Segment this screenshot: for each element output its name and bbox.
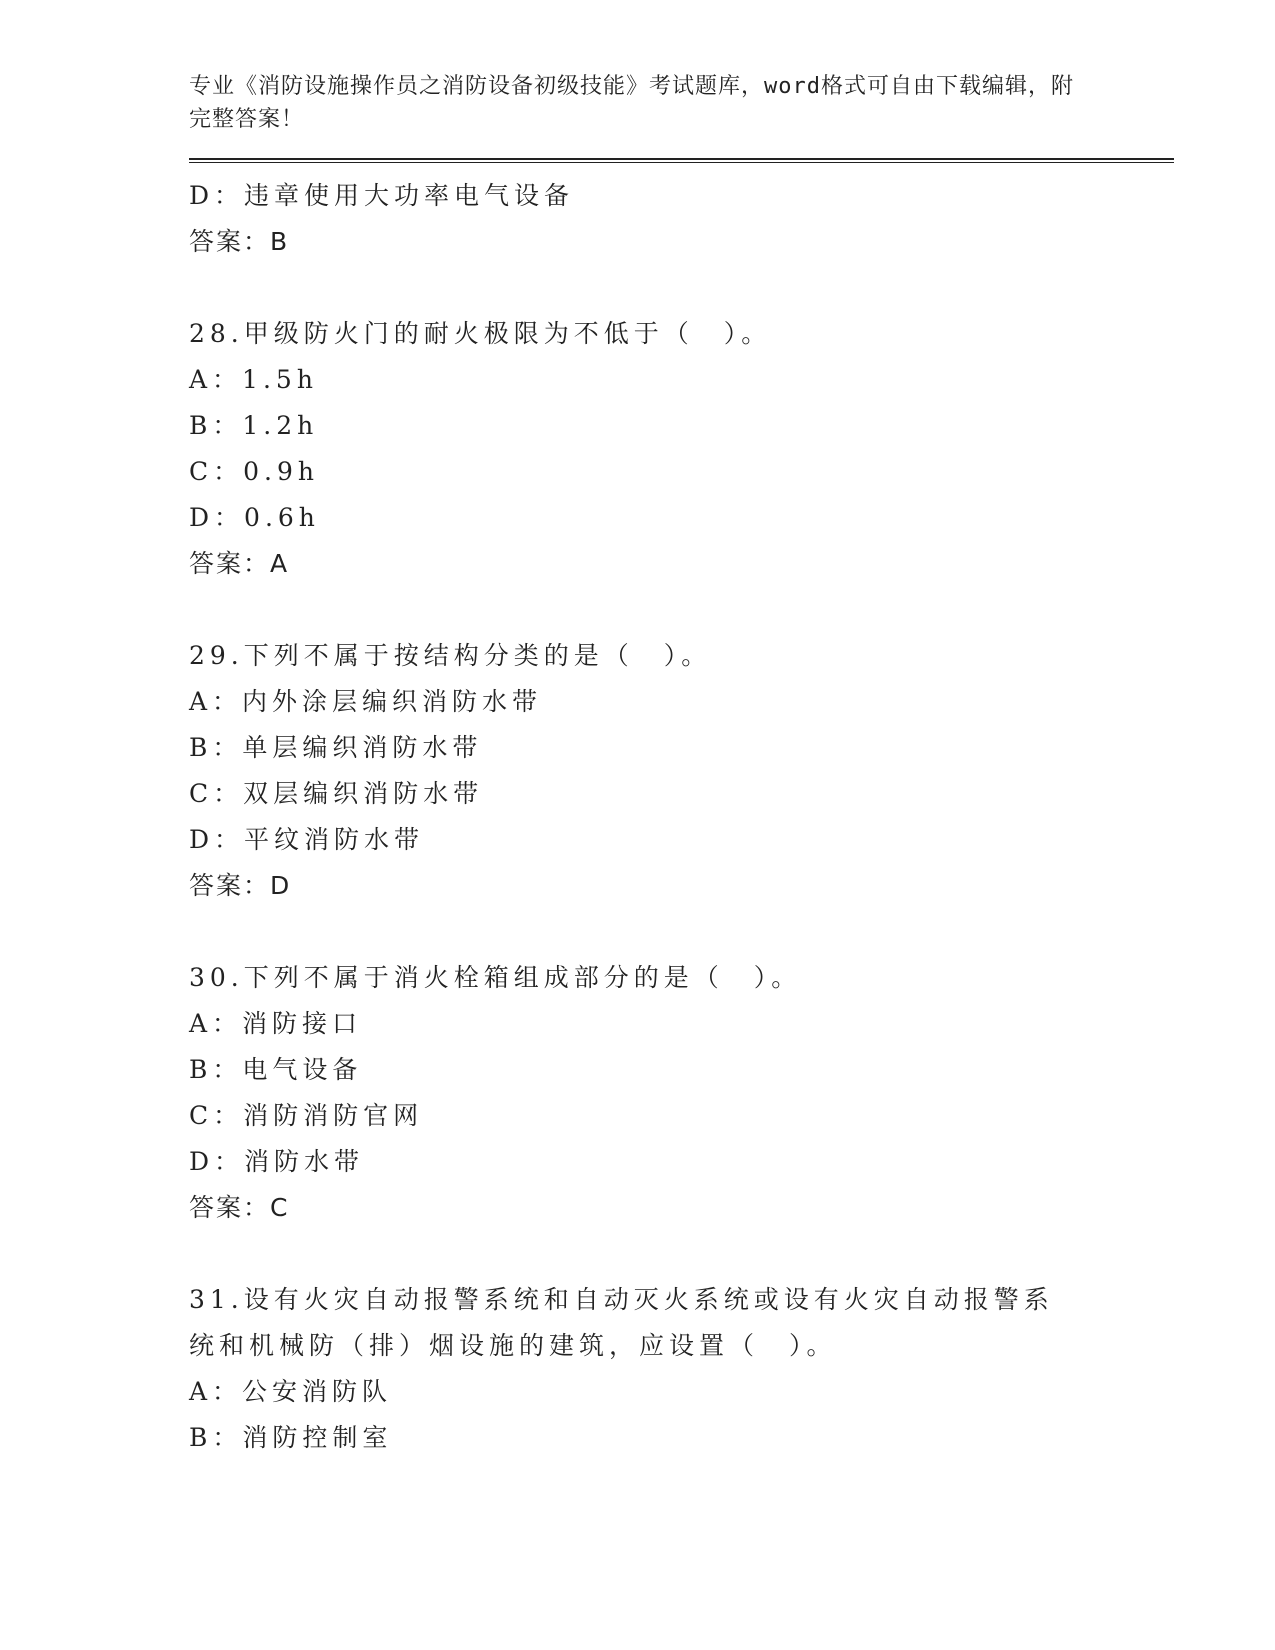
answer-value: A [270, 549, 289, 578]
spacer [189, 1231, 1174, 1277]
option-c: C：0.9h [189, 457, 319, 486]
question-30 [189, 955, 1174, 1231]
header-divider [189, 158, 1174, 163]
document-page [189, 70, 1174, 1461]
question-stem: 31.设有火灾自动报警系统和自动灭火系统或设有火灾自动报警系统和机械防（排）烟设施的建筑，应设置（ ）。 [189, 1285, 1054, 1360]
option-c: C：双层编织消防水带 [189, 779, 484, 808]
option-b: B：单层编织消防水带 [189, 733, 483, 762]
option-b: B：1.2h [189, 411, 319, 440]
question-stem: 29.下列不属于按结构分类的是（ ）。 [189, 641, 712, 670]
answer-line [189, 863, 1174, 909]
option-d: D：0.6h [189, 503, 320, 532]
spacer [189, 909, 1174, 955]
question-29 [189, 633, 1174, 909]
question-list [189, 173, 1174, 1461]
option-a: A：消防接口 [189, 1009, 363, 1038]
spacer [189, 587, 1174, 633]
spacer [189, 265, 1174, 311]
answer-value: B [270, 227, 289, 256]
question-stem: 30.下列不属于消火栓箱组成部分的是（ ）。 [189, 963, 802, 992]
answer-label: 答案： [189, 1193, 271, 1222]
answer-value: D [270, 871, 291, 900]
answer-value: C [270, 1193, 289, 1222]
question-28 [189, 311, 1174, 587]
option-a: A：1.5h [189, 365, 318, 394]
option-c: C：消防消防官网 [189, 1101, 424, 1130]
option-d: D：平纹消防水带 [189, 825, 425, 854]
answer-label: 答案： [189, 227, 271, 256]
option-a: A：公安消防队 [189, 1377, 393, 1406]
answer-line [189, 541, 1174, 587]
option-b: B：消防控制室 [189, 1423, 393, 1452]
option-b: B：电气设备 [189, 1055, 363, 1084]
answer-line [189, 219, 1174, 265]
question-31 [189, 1277, 1174, 1461]
option-d: D：违章使用大功率电气设备 [189, 181, 575, 210]
answer-line [189, 1185, 1174, 1231]
answer-label: 答案： [189, 871, 271, 900]
answer-label: 答案： [189, 549, 271, 578]
question-stem: 28.甲级防火门的耐火极限为不低于（ ）。 [189, 319, 772, 348]
option-a: A：内外涂层编织消防水带 [189, 687, 543, 716]
option-d: D：消防水带 [189, 1147, 365, 1176]
document-intro: 专业《消防设施操作员之消防设备初级技能》考试题库，word格式可自由下载编辑，附完整答案！ [189, 74, 1074, 132]
